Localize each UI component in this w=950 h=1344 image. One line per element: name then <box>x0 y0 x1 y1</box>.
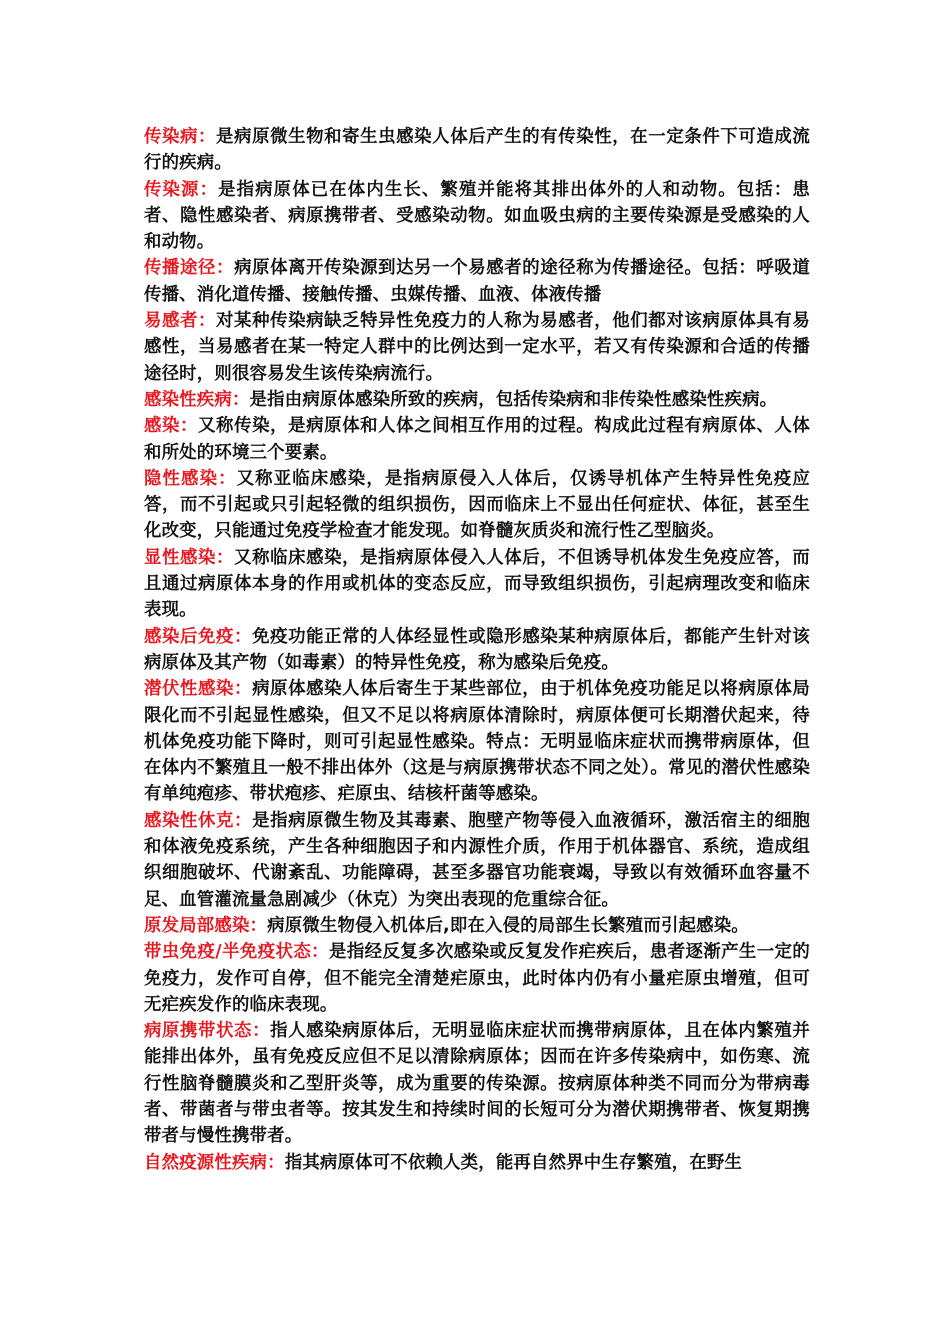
term-label: 原发局部感染： <box>144 915 268 936</box>
entry-infection <box>144 413 810 466</box>
definition-text: 指其病原体可不依赖人类，能再自然界中生存繁殖，在野生 <box>284 1152 743 1173</box>
definition-text: 又称临床感染，是指病原体侵入人体后，不但诱导机体发生免疫应答，而且通过病原体本身的作用或机体的变态反应，而导致组织损伤，引起病理改变和临床表现。 <box>144 547 810 621</box>
entry-natural-focal-disease <box>144 1150 810 1176</box>
definition-text: 免疫功能正常的人体经显性或隐形感染某种病原体后，都能产生针对该病原体及其产物（如毒素）的特异性免疫，称为感染后免疫。 <box>144 626 810 673</box>
term-label: 传播途径： <box>144 258 235 279</box>
entry-overt-infection <box>144 545 810 624</box>
entry-latent-infection <box>144 676 810 807</box>
entry-infectious-disease <box>144 124 810 177</box>
entry-covert-infection <box>144 466 810 545</box>
term-label: 易感者： <box>144 311 217 332</box>
term-label: 带虫免疫/半免疫状态： <box>144 942 330 963</box>
term-label: 传染病： <box>144 127 217 147</box>
definition-text: 病原微生物侵入机体后,即在入侵的局部生长繁殖而引起感染。 <box>267 915 749 936</box>
definition-text: 是指病原体已在体内生长、繁殖并能将其排出体外的人和动物。包括：患者、隐性感染者、病原携带者、受感染动物。如血吸虫病的主要传染源是受感染的人和动物。 <box>144 179 810 253</box>
entry-septic-shock <box>144 808 810 913</box>
definition-text: 又称亚临床感染，是指病原侵入人体后，仅诱导机体产生特异性免疫应答，而不引起或只引起轻微的组织损伤，因而临床上不显出任何症状、体征，甚至生化改变，只能通过免疫学检查才能发现。如脊髓灰质炎和流行性乙型脑炎。 <box>144 468 810 542</box>
definition-text: 病原体离开传染源到达另一个易感者的途径称为传播途径。包括：呼吸道传播、消化道传播、接触传播、虫媒传播、血液、体液传播 <box>144 258 810 305</box>
term-label: 潜伏性感染： <box>144 679 253 700</box>
term-label: 感染： <box>144 416 199 437</box>
definition-text: 是指病原微生物及其毒素、胞壁产物等侵入血液循环，激活宿主的细胞和体液免疫系统，产生各种细胞因子和内源性介质，作用于机体器官、系统，造成组织细胞破坏、代谢紊乱、功能障碍，甚至多器官功能衰竭，导致以有效循环血容量不足、血管灌流量急剧减少（休克）为突出表现的危重综合征。 <box>144 810 810 910</box>
definition-text: 对某种传染病缺乏特异性免疫力的人称为易感者，他们都对该病原体具有易感性，当易感者在某一特定人群中的比例达到一定水平，若又有传染源和合适的传播途径时，则很容易发生该传染病流行。 <box>144 311 810 384</box>
term-label: 显性感染： <box>144 547 235 568</box>
entry-infectious-illness <box>144 387 810 413</box>
definition-text: 又称传染，是病原体和人体之间相互作用的过程。构成此过程有病原体、人体和所处的环境三个要素。 <box>144 416 810 463</box>
definition-text: 是指经反复多次感染或反复发作疟疾后，患者逐渐产生一定的免疫力，发作可自停，但不能完全清楚疟原虫，此时体内仍有小量疟原虫增殖，但可无疟疾发作的临床表现。 <box>144 942 810 1015</box>
term-label: 传染源： <box>144 179 219 200</box>
entry-susceptible-person <box>144 308 810 387</box>
term-label: 自然疫源性疾病： <box>144 1152 285 1173</box>
term-label: 感染性休克： <box>144 810 253 831</box>
term-label: 病原携带状态： <box>144 1021 271 1042</box>
definition-text: 指人感染病原体后，无明显临床症状而携带病原体，且在体内繁殖并能排出体外，虽有免疫反应但不足以清除病原体；因而在许多传染病中，如伤寒、流行性脑脊髓膜炎和乙型肝炎等，成为重要的传染源。按病原体种类不同而分为带病毒者、带菌者与带虫者等。按其发生和持续时间的长短可分为潜伏期携带者、恢复期携带者与慢性携带者。 <box>144 1021 810 1147</box>
entry-route-of-transmission <box>144 255 810 308</box>
entry-source-of-infection <box>144 177 810 256</box>
entry-primary-local-infection <box>144 913 810 939</box>
glossary-page <box>144 124 810 1176</box>
term-label: 感染后免疫： <box>144 626 253 647</box>
term-label: 隐性感染： <box>144 468 237 489</box>
entry-premunition <box>144 939 810 1018</box>
term-label: 感染性疾病： <box>144 389 250 410</box>
definition-text: 是指由病原体感染所致的疾病，包括传染病和非传染性感染性疾病。 <box>249 389 778 410</box>
definition-text: 是病原微生物和寄生虫感染人体后产生的有传染性，在一定条件下可造成流行的疾病。 <box>144 127 810 174</box>
definition-text: 病原体感染人体后寄生于某些部位，由于机体免疫功能足以将病原体局限化而不引起显性感染，但又不足以将病原体清除时，病原体便可长期潜伏起来，待机体免疫功能下降时，则可引起显性感染。特点：无明显临床症状而携带病原体，但在体内不繁殖且一般不排出体外（这是与病原携带状态不同之处）。常见的潜伏性感染有单纯疱疹、带状疱疹、疟原虫、结核杆菌等感染。 <box>144 679 810 805</box>
entry-post-infection-immunity <box>144 624 810 677</box>
entry-carrier-state <box>144 1018 810 1149</box>
